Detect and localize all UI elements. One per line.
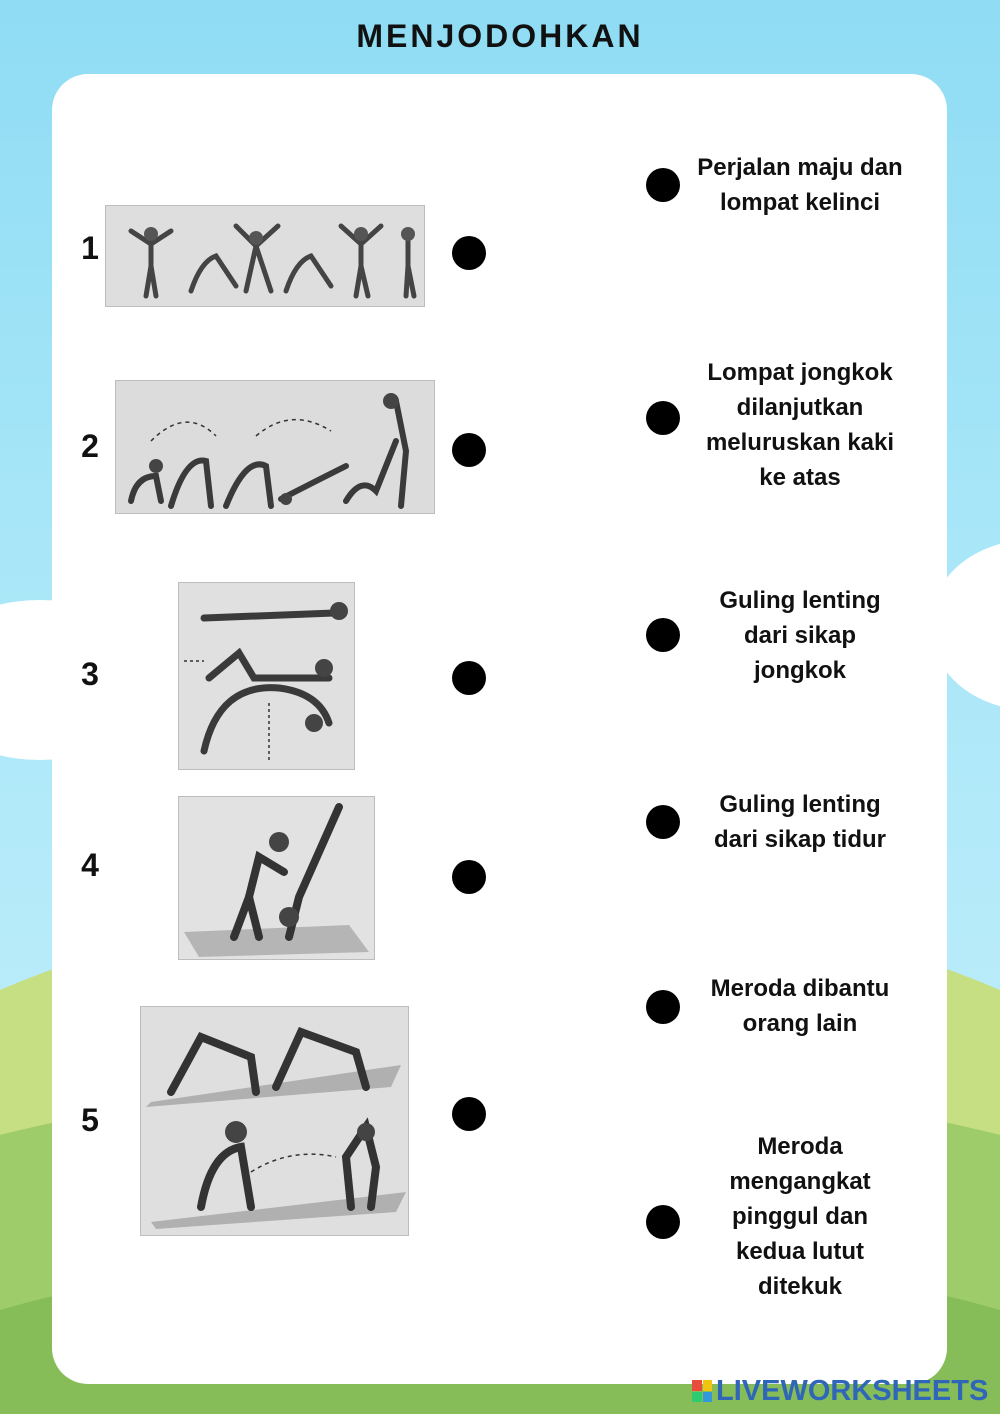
match-dot-left-5[interactable] — [452, 1097, 486, 1131]
item-number-2: 2 — [81, 428, 99, 464]
option-text-3: Guling lenting dari sikap jongkok — [719, 587, 881, 684]
exercise-image-4 — [178, 796, 375, 960]
option-text-4: Guling lenting dari sikap tidur — [713, 791, 887, 853]
match-dot-left-2[interactable] — [452, 433, 486, 467]
item-number-4: 4 — [81, 847, 99, 883]
exercise-image-2 — [115, 380, 435, 514]
item-number-5: 5 — [81, 1102, 99, 1138]
match-dot-right-3[interactable] — [646, 618, 680, 652]
page-title: MENJODOHKAN — [356, 18, 644, 54]
exercise-image-1 — [105, 205, 425, 307]
match-dot-right-5[interactable] — [646, 990, 680, 1024]
match-dot-right-6[interactable] — [646, 1205, 680, 1239]
option-text-1: Perjalan maju dan lompat kelinci — [697, 154, 903, 216]
exercise-image-3 — [178, 582, 355, 770]
match-dot-right-1[interactable] — [646, 168, 680, 202]
option-text-5: Meroda dibantu orang lain — [710, 975, 890, 1037]
match-dot-right-2[interactable] — [646, 401, 680, 435]
option-text-2: Lompat jongkok dilanjutkan meluruskan kaki ke atas — [705, 359, 895, 491]
match-dot-left-1[interactable] — [452, 236, 486, 270]
match-dot-right-4[interactable] — [646, 805, 680, 839]
liveworksheets-logo — [692, 1374, 992, 1408]
item-number-1: 1 — [81, 230, 99, 266]
match-dot-left-4[interactable] — [452, 860, 486, 894]
item-number-3: 3 — [81, 656, 99, 692]
exercise-image-5 — [140, 1006, 409, 1236]
brand-text: LIVEWORKSHEETS — [716, 1374, 989, 1407]
liveworksheets-mark-icon — [692, 1380, 712, 1402]
match-dot-left-3[interactable] — [452, 661, 486, 695]
option-text-6: Meroda mengangkat pinggul dan kedua lutut ditekuk — [729, 1133, 871, 1300]
